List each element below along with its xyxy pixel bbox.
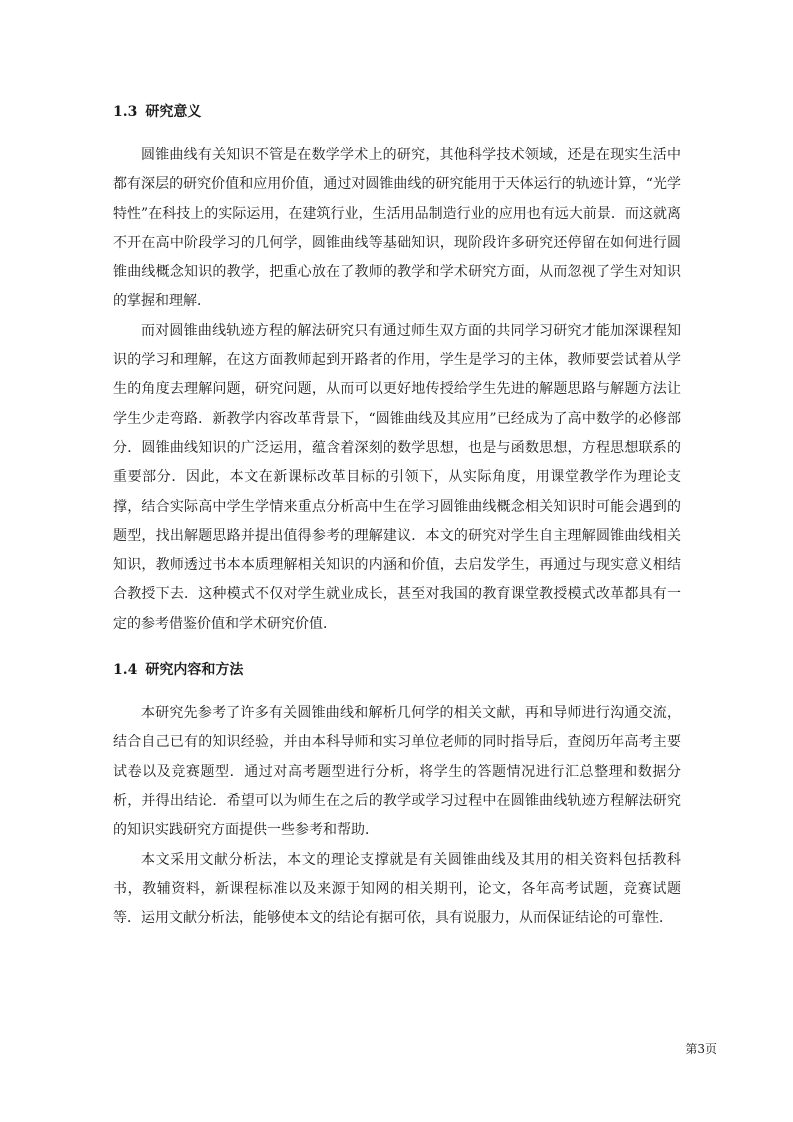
paragraph: 本研究先参考了许多有关圆锥曲线和解析几何学的相关文献，再和导师进行沟通交流，结合自己已有的知识经验，并由本科导师和实习单位老师的同时指导后，查阅历年高考主要试卷以及竞赛题型．通过对高考题型进行分析，将学生的答题情况进行汇总整理和数据分析，并得出结论．希望可以为师生在之后的教学或学习过程中在圆锥曲线轨迹方程解法研究的知识实践研究方面提供一些参考和帮助． (113, 705, 681, 839)
section-title: 研究意义 (145, 104, 202, 120)
section-heading-1-4 (113, 655, 681, 685)
paragraph: 圆锥曲线有关知识不管是在数学学术上的研究，其他科学技术领域，还是在现实生活中都有深层的研究价值和应用价值，通过对圆锥曲线的研究能用于天体运行的轨迹计算，“光学特性”在科技上的实际运用，在建筑行业，生活用品制造行业的应用也有远大前景．而这就离不开在高中阶段学习的几何学，圆锥曲线等基础知识，现阶段许多研究还停留在如何进行圆锥曲线概念知识的教学，把重心放在了教师的教学和学术研究方面，从而忽视了学生对知识的掌握和理解． (113, 147, 681, 310)
section-title: 研究内容和方法 (145, 662, 244, 679)
paragraph: 本文采用文献分析法，本文的理论支撑就是有关圆锥曲线及其用的相关资料包括教科书，教辅资料，新课程标准以及来源于知网的相关期刊，论文，各年高考试题，竞赛试题等．运用文献分析法，能够使本文的结论有据可依，具有说服力，从而保证结论的可靠性． (113, 851, 681, 927)
section-number: 1.4 (113, 662, 138, 679)
page-content (113, 97, 681, 933)
page-number: 第3页 (685, 1042, 717, 1056)
paragraph: 而对圆锥曲线轨迹方程的解法研究只有通过师生双方面的共同学习研究才能加深课程知识的学习和理解，在这方面教师起到开路者的作用，学生是学习的主体，教师要尝试着从学生的角度去理解问题，研究问题，从而可以更好地传授给学生先进的解题思路与解题方法让学生少走弯路．新教学内容改革背景下，“圆锥曲线及其应用”已经成为了高中数学的必修部分．圆锥曲线知识的广泛运用，蕴含着深刻的数学思想，也是与函数思想，方程思想联系的重要部分．因此，本文在新课标改革目标的引领下，从实际角度，用课堂教学作为理论支撑，结合实际高中学生学情来重点分析高中生在学习圆锥曲线概念相关知识时可能会遇到的题型，找出解题思路并提出值得参考的理解建议．本文的研究对学生自主理解圆锥曲线相关知识，教师透过书本本质理解相关知识的内涵和价值，去启发学生，再通过与现实意义相结合教授下去．这种模式不仅对学生就业成长，甚至对我国的教育课堂教授模式改革都具有一定的参考借鉴价值和学术研究价值． (113, 322, 681, 632)
section-heading-1-3 (113, 97, 681, 127)
section-number: 1.3 (113, 104, 138, 120)
